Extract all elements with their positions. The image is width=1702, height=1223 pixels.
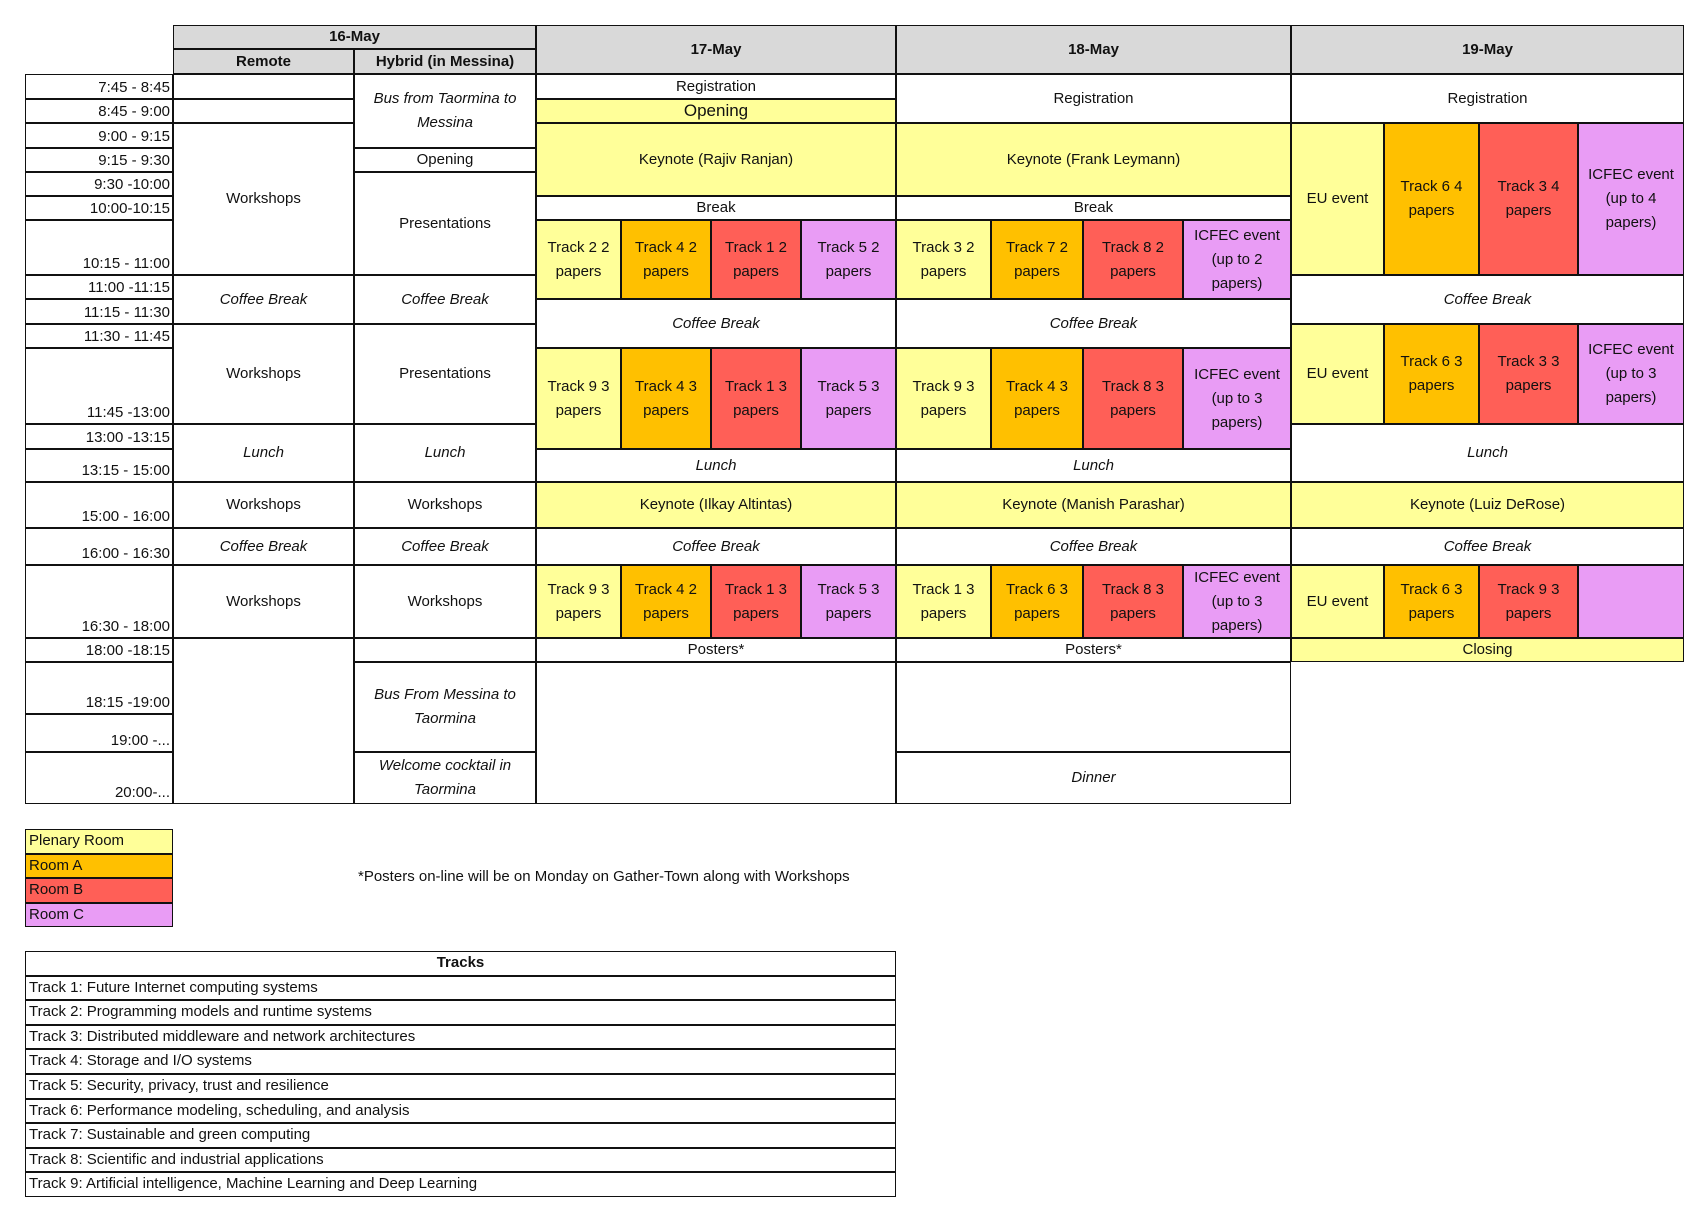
d17-coffee-break: Coffee Break — [536, 528, 896, 565]
hybrid-empty-cell — [354, 638, 536, 662]
legend-plenary-room: Plenary Room — [25, 829, 173, 854]
d18-session2-plenary: Track 9 3 papers — [896, 348, 991, 449]
remote-workshops: Workshops — [173, 123, 354, 275]
hybrid-opening: Opening — [354, 148, 536, 172]
legend-room-b: Room B — [25, 878, 173, 903]
d19-closing: Closing — [1291, 638, 1684, 662]
d17-keynote-2: Keynote (Ilkay Altintas) — [536, 482, 896, 528]
hybrid-bus-to-taormina: Bus From Messina to Taormina — [354, 662, 536, 752]
d19-session2-room-b: Track 3 3 papers — [1479, 324, 1578, 424]
d17-opening: Opening — [536, 99, 896, 123]
time-slot: 7:45 - 8:45 — [25, 74, 173, 99]
d17-session3-room-a: Track 4 2 papers — [621, 565, 711, 638]
d17-session3-room-c: Track 5 3 papers — [801, 565, 896, 638]
header-hybrid: Hybrid (in Messina) — [354, 49, 536, 74]
legend-room-a: Room A — [25, 854, 173, 878]
time-slot: 16:30 - 18:00 — [25, 565, 173, 638]
hybrid-coffee-break: Coffee Break — [354, 275, 536, 324]
d19-session1-room-b: Track 3 4 papers — [1479, 123, 1578, 275]
time-slot: 13:00 -13:15 — [25, 424, 173, 449]
d19-session2-plenary: EU event — [1291, 324, 1384, 424]
hybrid-lunch: Lunch — [354, 424, 536, 482]
d17-break: Break — [536, 196, 896, 220]
d17-registration: Registration — [536, 74, 896, 99]
d18-posters: Posters* — [896, 638, 1291, 662]
d18-dinner: Dinner — [896, 752, 1291, 804]
d18-coffee-break: Coffee Break — [896, 528, 1291, 565]
track-row: Track 9: Artificial intelligence, Machine Learning and Deep Learning — [25, 1172, 896, 1197]
track-row: Track 4: Storage and I/O systems — [25, 1049, 896, 1074]
header-19-may: 19-May — [1291, 25, 1684, 74]
d19-session1-plenary: EU event — [1291, 123, 1384, 275]
d17-posters: Posters* — [536, 638, 896, 662]
d18-session1-room-c: ICFEC event (up to 2 papers) — [1183, 220, 1291, 299]
hybrid-coffee-break: Coffee Break — [354, 528, 536, 565]
d18-session3-plenary: Track 1 3 papers — [896, 565, 991, 638]
d19-session2-room-a: Track 6 3 papers — [1384, 324, 1479, 424]
header-remote: Remote — [173, 49, 354, 74]
remote-coffee-break: Coffee Break — [173, 275, 354, 324]
d17-session2-room-c: Track 5 3 papers — [801, 348, 896, 449]
remote-coffee-break: Coffee Break — [173, 528, 354, 565]
track-row: Track 8: Scientific and industrial applications — [25, 1148, 896, 1172]
d17-session2-room-b: Track 1 3 papers — [711, 348, 801, 449]
remote-workshops: Workshops — [173, 565, 354, 638]
track-row: Track 6: Performance modeling, scheduling, and analysis — [25, 1099, 896, 1123]
time-slot: 9:30 -10:00 — [25, 172, 173, 196]
d18-session1-room-a: Track 7 2 papers — [991, 220, 1083, 299]
remote-empty-cell — [173, 638, 354, 804]
d17-session1-room-a: Track 4 2 papers — [621, 220, 711, 299]
time-slot: 13:15 - 15:00 — [25, 449, 173, 482]
remote-workshops: Workshops — [173, 324, 354, 424]
hybrid-presentations: Presentations — [354, 324, 536, 424]
d18-session3-room-b: Track 8 3 papers — [1083, 565, 1183, 638]
d18-empty-cell — [896, 662, 1291, 752]
time-slot: 11:00 -11:15 — [25, 275, 173, 299]
remote-empty-cell — [173, 99, 354, 123]
d18-session3-room-a: Track 6 3 papers — [991, 565, 1083, 638]
d18-session1-plenary: Track 3 2 papers — [896, 220, 991, 299]
legend-room-c: Room C — [25, 903, 173, 927]
time-slot: 18:00 -18:15 — [25, 638, 173, 662]
time-slot: 10:15 - 11:00 — [25, 220, 173, 275]
header-17-may: 17-May — [536, 25, 896, 74]
track-row: Track 1: Future Internet computing systems — [25, 976, 896, 1000]
track-row: Track 2: Programming models and runtime systems — [25, 1000, 896, 1025]
d19-lunch: Lunch — [1291, 424, 1684, 482]
hybrid-welcome-cocktail: Welcome cocktail in Taormina — [354, 752, 536, 804]
time-slot: 9:15 - 9:30 — [25, 148, 173, 172]
d17-empty-cell — [536, 662, 896, 804]
header-18-may: 18-May — [896, 25, 1291, 74]
d19-keynote: Keynote (Luiz DeRose) — [1291, 482, 1684, 528]
d18-keynote-1: Keynote (Frank Leymann) — [896, 123, 1291, 196]
d19-session1-room-a: Track 6 4 papers — [1384, 123, 1479, 275]
d19-session2-room-c: ICFEC event (up to 3 papers) — [1578, 324, 1684, 424]
d17-session1-room-c: Track 5 2 papers — [801, 220, 896, 299]
d18-lunch: Lunch — [896, 449, 1291, 482]
d17-keynote-1: Keynote (Rajiv Ranjan) — [536, 123, 896, 196]
d17-coffee-break: Coffee Break — [536, 299, 896, 348]
time-slot: 10:00-10:15 — [25, 196, 173, 220]
d18-registration: Registration — [896, 74, 1291, 123]
remote-lunch: Lunch — [173, 424, 354, 482]
d17-session1-plenary: Track 2 2 papers — [536, 220, 621, 299]
d18-coffee-break: Coffee Break — [896, 299, 1291, 348]
time-slot: 11:30 - 11:45 — [25, 324, 173, 348]
d17-session2-room-a: Track 4 3 papers — [621, 348, 711, 449]
track-row: Track 3: Distributed middleware and network architectures — [25, 1025, 896, 1049]
d17-session3-room-b: Track 1 3 papers — [711, 565, 801, 638]
time-slot: 8:45 - 9:00 — [25, 99, 173, 123]
d17-session2-plenary: Track 9 3 papers — [536, 348, 621, 449]
d18-session3-room-c: ICFEC event (up to 3 papers) — [1183, 565, 1291, 638]
track-row: Track 5: Security, privacy, trust and resilience — [25, 1074, 896, 1099]
d18-session1-room-b: Track 8 2 papers — [1083, 220, 1183, 299]
d18-session2-room-a: Track 4 3 papers — [991, 348, 1083, 449]
posters-note: *Posters on-line will be on Monday on Gather-Town along with Workshops — [358, 868, 850, 885]
d17-session3-plenary: Track 9 3 papers — [536, 565, 621, 638]
remote-workshops: Workshops — [173, 482, 354, 528]
d18-keynote-2: Keynote (Manish Parashar) — [896, 482, 1291, 528]
d19-session3-room-c — [1578, 565, 1684, 638]
d19-registration: Registration — [1291, 74, 1684, 123]
d17-session1-room-b: Track 1 2 papers — [711, 220, 801, 299]
d17-lunch: Lunch — [536, 449, 896, 482]
d19-coffee-break: Coffee Break — [1291, 528, 1684, 565]
d18-session2-room-c: ICFEC event (up to 3 papers) — [1183, 348, 1291, 449]
time-slot: 19:00 -... — [25, 714, 173, 752]
time-slot: 15:00 - 16:00 — [25, 482, 173, 528]
tracks-title: Tracks — [25, 951, 896, 976]
d18-session2-room-b: Track 8 3 papers — [1083, 348, 1183, 449]
time-slot: 18:15 -19:00 — [25, 662, 173, 714]
d19-coffee-break: Coffee Break — [1291, 275, 1684, 324]
d18-break: Break — [896, 196, 1291, 220]
d19-session3-room-b: Track 9 3 papers — [1479, 565, 1578, 638]
d19-session1-room-c: ICFEC event (up to 4 papers) — [1578, 123, 1684, 275]
hybrid-bus-to-messina: Bus from Taormina to Messina — [354, 74, 536, 148]
time-slot: 16:00 - 16:30 — [25, 528, 173, 565]
header-16-may: 16-May — [173, 25, 536, 49]
hybrid-presentations: Presentations — [354, 172, 536, 275]
d19-session3-plenary: EU event — [1291, 565, 1384, 638]
time-slot: 11:15 - 11:30 — [25, 299, 173, 324]
track-row: Track 7: Sustainable and green computing — [25, 1123, 896, 1148]
hybrid-workshops: Workshops — [354, 565, 536, 638]
remote-empty-cell — [173, 74, 354, 99]
hybrid-workshops: Workshops — [354, 482, 536, 528]
d19-session3-room-a: Track 6 3 papers — [1384, 565, 1479, 638]
time-slot: 9:00 - 9:15 — [25, 123, 173, 148]
time-slot: 20:00-... — [25, 752, 173, 804]
time-slot: 11:45 -13:00 — [25, 348, 173, 424]
